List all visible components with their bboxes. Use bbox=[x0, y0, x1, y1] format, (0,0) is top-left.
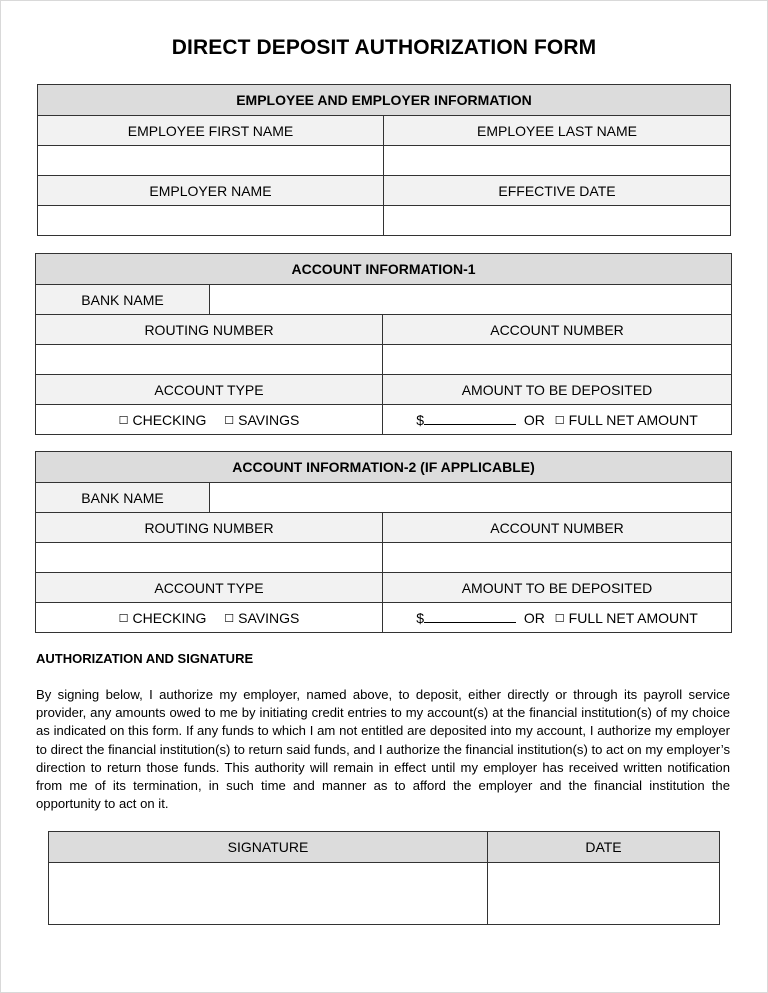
employee-last-name-field[interactable] bbox=[384, 146, 731, 176]
account-info-1-heading: ACCOUNT INFORMATION-1 bbox=[36, 254, 732, 285]
checkbox-icon: ☐ bbox=[224, 414, 235, 427]
checking-checkbox[interactable] bbox=[119, 412, 207, 428]
savings-label: SAVINGS bbox=[238, 411, 300, 428]
account-number-field[interactable] bbox=[383, 543, 732, 573]
full-net-label: FULL NET AMOUNT bbox=[568, 411, 698, 428]
amount-blank[interactable] bbox=[424, 611, 516, 623]
account-number-label: ACCOUNT NUMBER bbox=[383, 513, 732, 543]
checkbox-icon: ☐ bbox=[554, 414, 565, 427]
account-number-label: ACCOUNT NUMBER bbox=[383, 315, 732, 345]
checking-checkbox[interactable] bbox=[119, 610, 207, 626]
routing-number-field[interactable] bbox=[36, 345, 383, 375]
effective-date-field[interactable] bbox=[384, 206, 731, 236]
checkbox-icon: ☐ bbox=[224, 612, 235, 625]
employee-first-name-label: EMPLOYEE FIRST NAME bbox=[38, 116, 384, 146]
bank-name-field[interactable] bbox=[210, 483, 732, 513]
account-info-2-table bbox=[35, 451, 732, 633]
checkbox-icon: ☐ bbox=[118, 414, 129, 427]
account-type-options bbox=[36, 405, 383, 435]
account-info-2-heading: ACCOUNT INFORMATION-2 (IF APPLICABLE) bbox=[36, 452, 732, 483]
dollar-sign: $ bbox=[416, 411, 424, 428]
full-net-checkbox[interactable] bbox=[555, 610, 698, 626]
account-type-label: ACCOUNT TYPE bbox=[36, 375, 383, 405]
savings-label: SAVINGS bbox=[238, 609, 300, 626]
amount-blank[interactable] bbox=[424, 413, 516, 425]
page-title: DIRECT DEPOSIT AUTHORIZATION FORM bbox=[171, 36, 597, 59]
checkbox-icon: ☐ bbox=[118, 612, 129, 625]
or-label: OR bbox=[523, 609, 545, 626]
savings-checkbox[interactable] bbox=[224, 610, 299, 626]
employee-first-name-field[interactable] bbox=[38, 146, 384, 176]
account-number-field[interactable] bbox=[383, 345, 732, 375]
employee-last-name-label: EMPLOYEE LAST NAME bbox=[384, 116, 731, 146]
signature-field[interactable] bbox=[49, 863, 488, 925]
bank-name-label: BANK NAME bbox=[36, 483, 210, 513]
or-label: OR bbox=[523, 411, 545, 428]
full-net-checkbox[interactable] bbox=[555, 412, 698, 428]
amount-options bbox=[383, 405, 732, 435]
employee-info-heading: EMPLOYEE AND EMPLOYER INFORMATION bbox=[38, 85, 731, 116]
amount-label: AMOUNT TO BE DEPOSITED bbox=[383, 573, 732, 603]
checkbox-icon: ☐ bbox=[554, 612, 565, 625]
account-type-options bbox=[36, 603, 383, 633]
authorization-text: By signing below, I authorize my employer, named above, to deposit, either directly or through its payroll service provider, any amounts owed to me by initiating credit entries to my account(s) at the financial institution(s) of my choice as indicated on this form. If any funds to which I am not entitled are deposited into my account, I authorize my employer to direct the financial institution(s) to return said funds, and I authorize the financial institution(s) to act on my employer’s direction to return those funds. This authority will remain in effect until my employer has received written notification from me of its termination, in such time and manner as to afford the employer and the financial institution the opportunity to act on it. bbox=[36, 687, 730, 812]
employer-name-label: EMPLOYER NAME bbox=[38, 176, 384, 206]
checking-label: CHECKING bbox=[132, 609, 207, 626]
routing-number-field[interactable] bbox=[36, 543, 383, 573]
account-type-label: ACCOUNT TYPE bbox=[36, 573, 383, 603]
signature-label: SIGNATURE bbox=[49, 832, 488, 863]
dollar-sign: $ bbox=[416, 609, 424, 626]
authorization-heading: AUTHORIZATION AND SIGNATURE bbox=[36, 651, 254, 666]
date-label: DATE bbox=[488, 832, 720, 863]
bank-name-label: BANK NAME bbox=[36, 285, 210, 315]
bank-name-field[interactable] bbox=[210, 285, 732, 315]
amount-label: AMOUNT TO BE DEPOSITED bbox=[383, 375, 732, 405]
employee-info-table bbox=[37, 84, 731, 236]
full-net-label: FULL NET AMOUNT bbox=[568, 609, 698, 626]
employer-name-field[interactable] bbox=[38, 206, 384, 236]
effective-date-label: EFFECTIVE DATE bbox=[384, 176, 731, 206]
account-info-1-table bbox=[35, 253, 732, 435]
amount-options bbox=[383, 603, 732, 633]
checking-label: CHECKING bbox=[132, 411, 207, 428]
routing-number-label: ROUTING NUMBER bbox=[36, 315, 383, 345]
routing-number-label: ROUTING NUMBER bbox=[36, 513, 383, 543]
savings-checkbox[interactable] bbox=[224, 412, 299, 428]
signature-table bbox=[48, 831, 720, 925]
date-field[interactable] bbox=[488, 863, 720, 925]
